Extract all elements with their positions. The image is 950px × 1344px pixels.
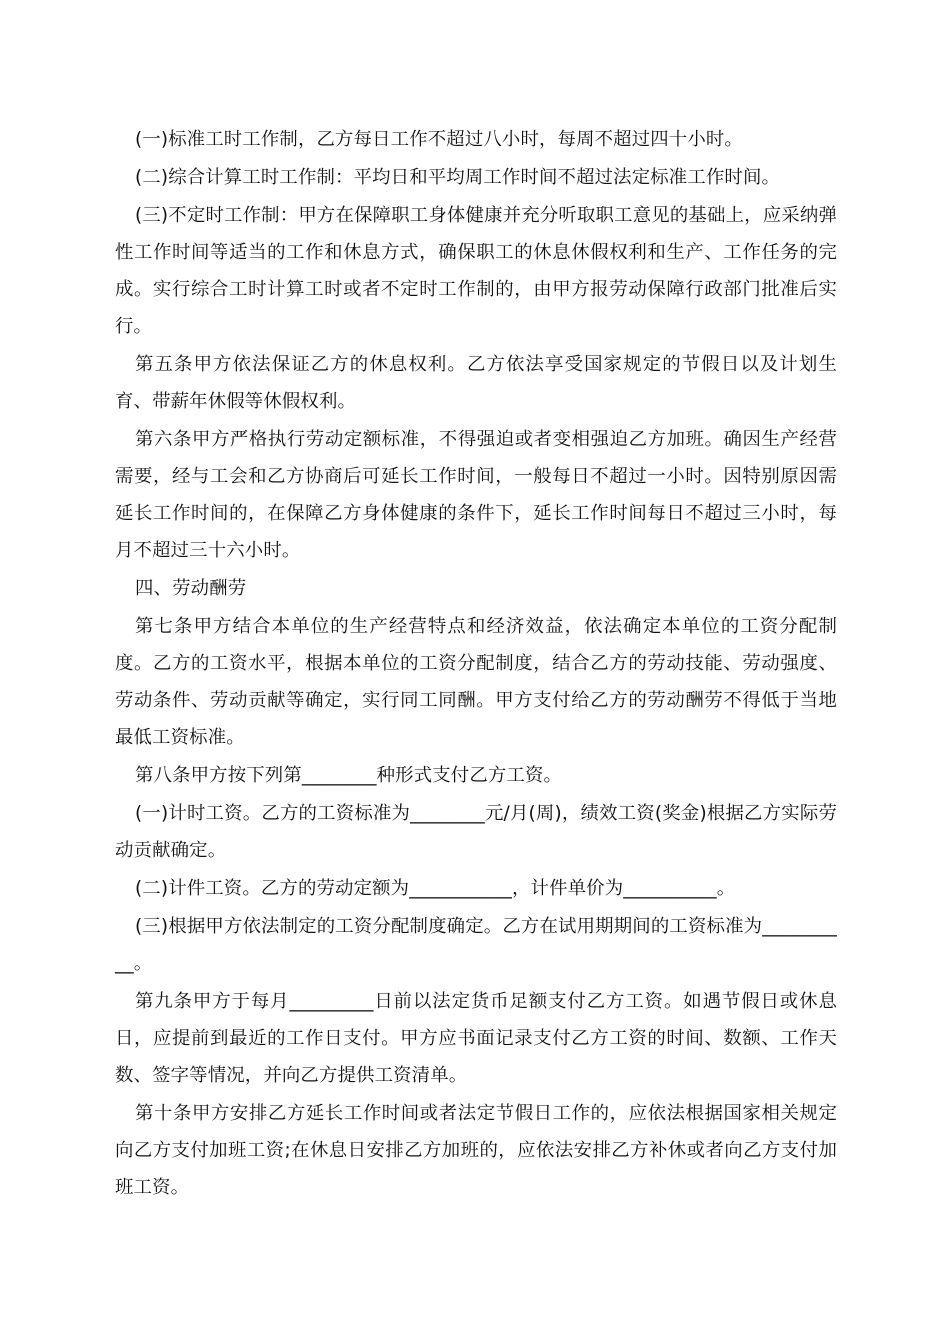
paragraph-article-9: 第九条甲方于每月_________日前以法定货币足额支付乙方工资。如遇节假日或休息日，应提前到最近的工作日支付。甲方应书面记录支付乙方工资的时间、数额、工作天数、签字等情况，并向乙方提供工资清单。: [115, 991, 837, 1086]
paragraph-wage-system: (三)根据甲方依法制定的工资分配制度确定。乙方在试用期期间的工资标准为__________。: [115, 916, 837, 974]
paragraph-standard-hours: (一)标准工时工作制，乙方每日工作不超过八小时，每周不超过四十小时。: [135, 129, 743, 150]
paragraph-article-10: 第十条甲方安排乙方延长工作时间或者法定节假日工作的，应依法根据国家相关规定向乙方支付加班工资;在休息日安排乙方加班的，应依法安排乙方补休或者向乙方支付加班工资。: [115, 1103, 837, 1198]
paragraph-comprehensive-hours: (二)综合计算工时工作制：平均日和平均周工作时间不超过法定标准工作时间。: [135, 167, 781, 188]
paragraph-piece-wage: (二)计件工资。乙方的劳动定额为___________，计件单价为__________。: [135, 878, 736, 899]
paragraph-article-7: 第七条甲方结合本单位的生产经营特点和经济效益，依法确定本单位的工资分配制度。乙方的工资水平，根据本单位的工资分配制度，结合乙方的劳动技能、劳动强度、劳动条件、劳动贡献等确定，实行同工同酬。甲方支付给乙方的劳动酬劳不得低于当地最低工资标准。: [115, 616, 837, 748]
section-heading-compensation: 四、劳动酬劳: [135, 578, 247, 599]
document-body: [115, 121, 837, 1207]
paragraph-time-wage: (一)计时工资。乙方的工资标准为________元/月(周)，绩效工资(奖金)根据乙方实际劳动贡献确定。: [115, 803, 837, 861]
paragraph-flexible-hours: (三)不定时工作制：甲方在保障职工身体健康并充分听取职工意见的基础上，应采纳弹性工作时间等适当的工作和休息方式，确保职工的休息休假权利和生产、工作任务的完成。实行综合工时计算工时或者不定时工作制的，由甲方报劳动保障行政部门批准后实行。: [115, 205, 837, 337]
paragraph-article-6: 第六条甲方严格执行劳动定额标准，不得强迫或者变相强迫乙方加班。确因生产经营需要，经与工会和乙方协商后可延长工作时间，一般每日不超过一小时。因特别原因需延长工作时间的，在保障乙方身体健康的条件下，延长工作时间每日不超过三小时，每月不超过三十六小时。: [115, 429, 837, 561]
paragraph-article-5: 第五条甲方依法保证乙方的休息权利。乙方依法享受国家规定的节假日以及计划生育、带薪年休假等休假权利。: [115, 354, 837, 412]
paragraph-article-8: 第八条甲方按下列第________种形式支付乙方工资。: [135, 765, 563, 786]
